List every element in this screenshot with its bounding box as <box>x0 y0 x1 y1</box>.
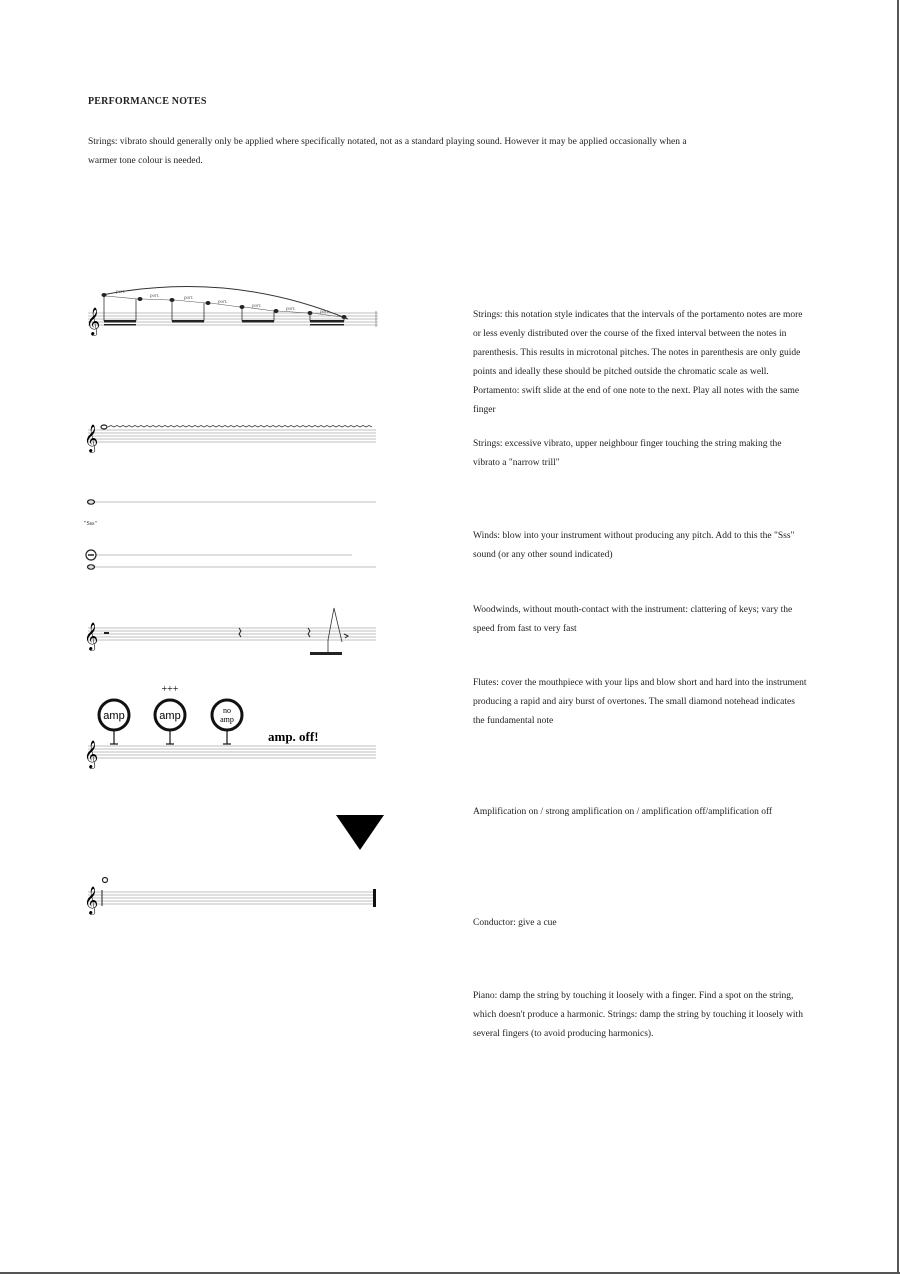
treble-clef-icon: 𝄞 <box>86 309 101 335</box>
portamento-label: port. <box>184 296 194 301</box>
page-title: PERFORMANCE NOTES <box>88 96 207 107</box>
portamento-label: port. <box>116 290 126 295</box>
note-conductor-cue: Conductor: give a cue <box>473 918 557 928</box>
no-amp-symbol <box>212 700 242 744</box>
amplification-staff-example <box>80 680 385 770</box>
portamento-label: port. <box>252 304 262 309</box>
amp-strong-marks: +++ <box>161 684 179 695</box>
treble-clef-icon: 𝄞 <box>84 742 99 768</box>
treble-clef-icon: 𝄞 <box>84 888 99 914</box>
note-amplification: Amplification on / strong amplification on / amplification off/amplification off <box>473 807 773 817</box>
page-edge-right <box>897 0 899 1274</box>
amp-off-label: amp. off! <box>268 729 319 744</box>
intro-paragraph: Strings: vibrato should generally only be applied where specifically notated, not as a standard playing sound. However it may be applied occasionally when a warmer tone colour is needed. <box>88 137 687 166</box>
note-winds-blow: Winds: blow into your instrument without producing any pitch. Add to this the "Sss" sound (or any other sound indicated) <box>473 531 795 560</box>
portamento-label: port. <box>286 307 296 312</box>
note-excessive-vibrato: Strings: excessive vibrato, upper neighbour finger touching the string making the vibrato a "narrow trill" <box>473 439 782 468</box>
amp-on-symbol <box>99 700 129 744</box>
amp-strong-symbol <box>155 684 185 744</box>
note-damp-string: Piano: damp the string by touching it loosely with a finger. Find a spot on the string, which doesn't produce a harmonic. Strings: damp the string by touching it loosely with several fingers (to avoid producing harmonics). <box>473 991 803 1039</box>
note-flute-overtones: Flutes: cover the mouthpiece with your lips and blow short and hard into the instrument producing a rapid and airy burst of overtones. The small diamond notehead indicates the fundamental note <box>473 678 807 726</box>
narrow-trill-staff-example <box>80 418 385 458</box>
treble-clef-icon: 𝄞 <box>84 624 99 650</box>
air-sound-example <box>80 492 385 577</box>
key-clattering-staff-example <box>80 604 385 664</box>
note-key-clattering: Woodwinds, without mouth-contact with the instrument: clattering of keys; vary the speed from fast to very fast <box>473 605 793 634</box>
no-amp-label-line2: amp <box>220 715 234 724</box>
portamento-label: port. <box>320 310 330 315</box>
sss-label: "Sss" <box>84 521 97 527</box>
portamento-label: port. <box>218 300 228 305</box>
portamento-staff-example <box>80 275 385 345</box>
conductor-cue-triangle-icon <box>334 812 386 852</box>
portamento-label: port. <box>150 294 160 299</box>
note-portamento: Strings: this notation style indicates that the intervals of the portamento notes are more or less evenly distributed over the course of the fixed interval between the notes in parenthesis. This results in microtonal pitches. The notes in parenthesis are only guide points and ideally these should be pitched outside the chromatic scale as well. Portamento: swift slide at the end of one note to the next. Play all notes with the same finger <box>473 310 803 415</box>
amp-label: amp <box>159 710 181 722</box>
no-amp-label-line1: no <box>223 706 231 715</box>
treble-clef-icon: 𝄞 <box>84 426 99 452</box>
amp-label: amp <box>103 710 125 722</box>
damp-string-staff-example <box>80 872 385 917</box>
